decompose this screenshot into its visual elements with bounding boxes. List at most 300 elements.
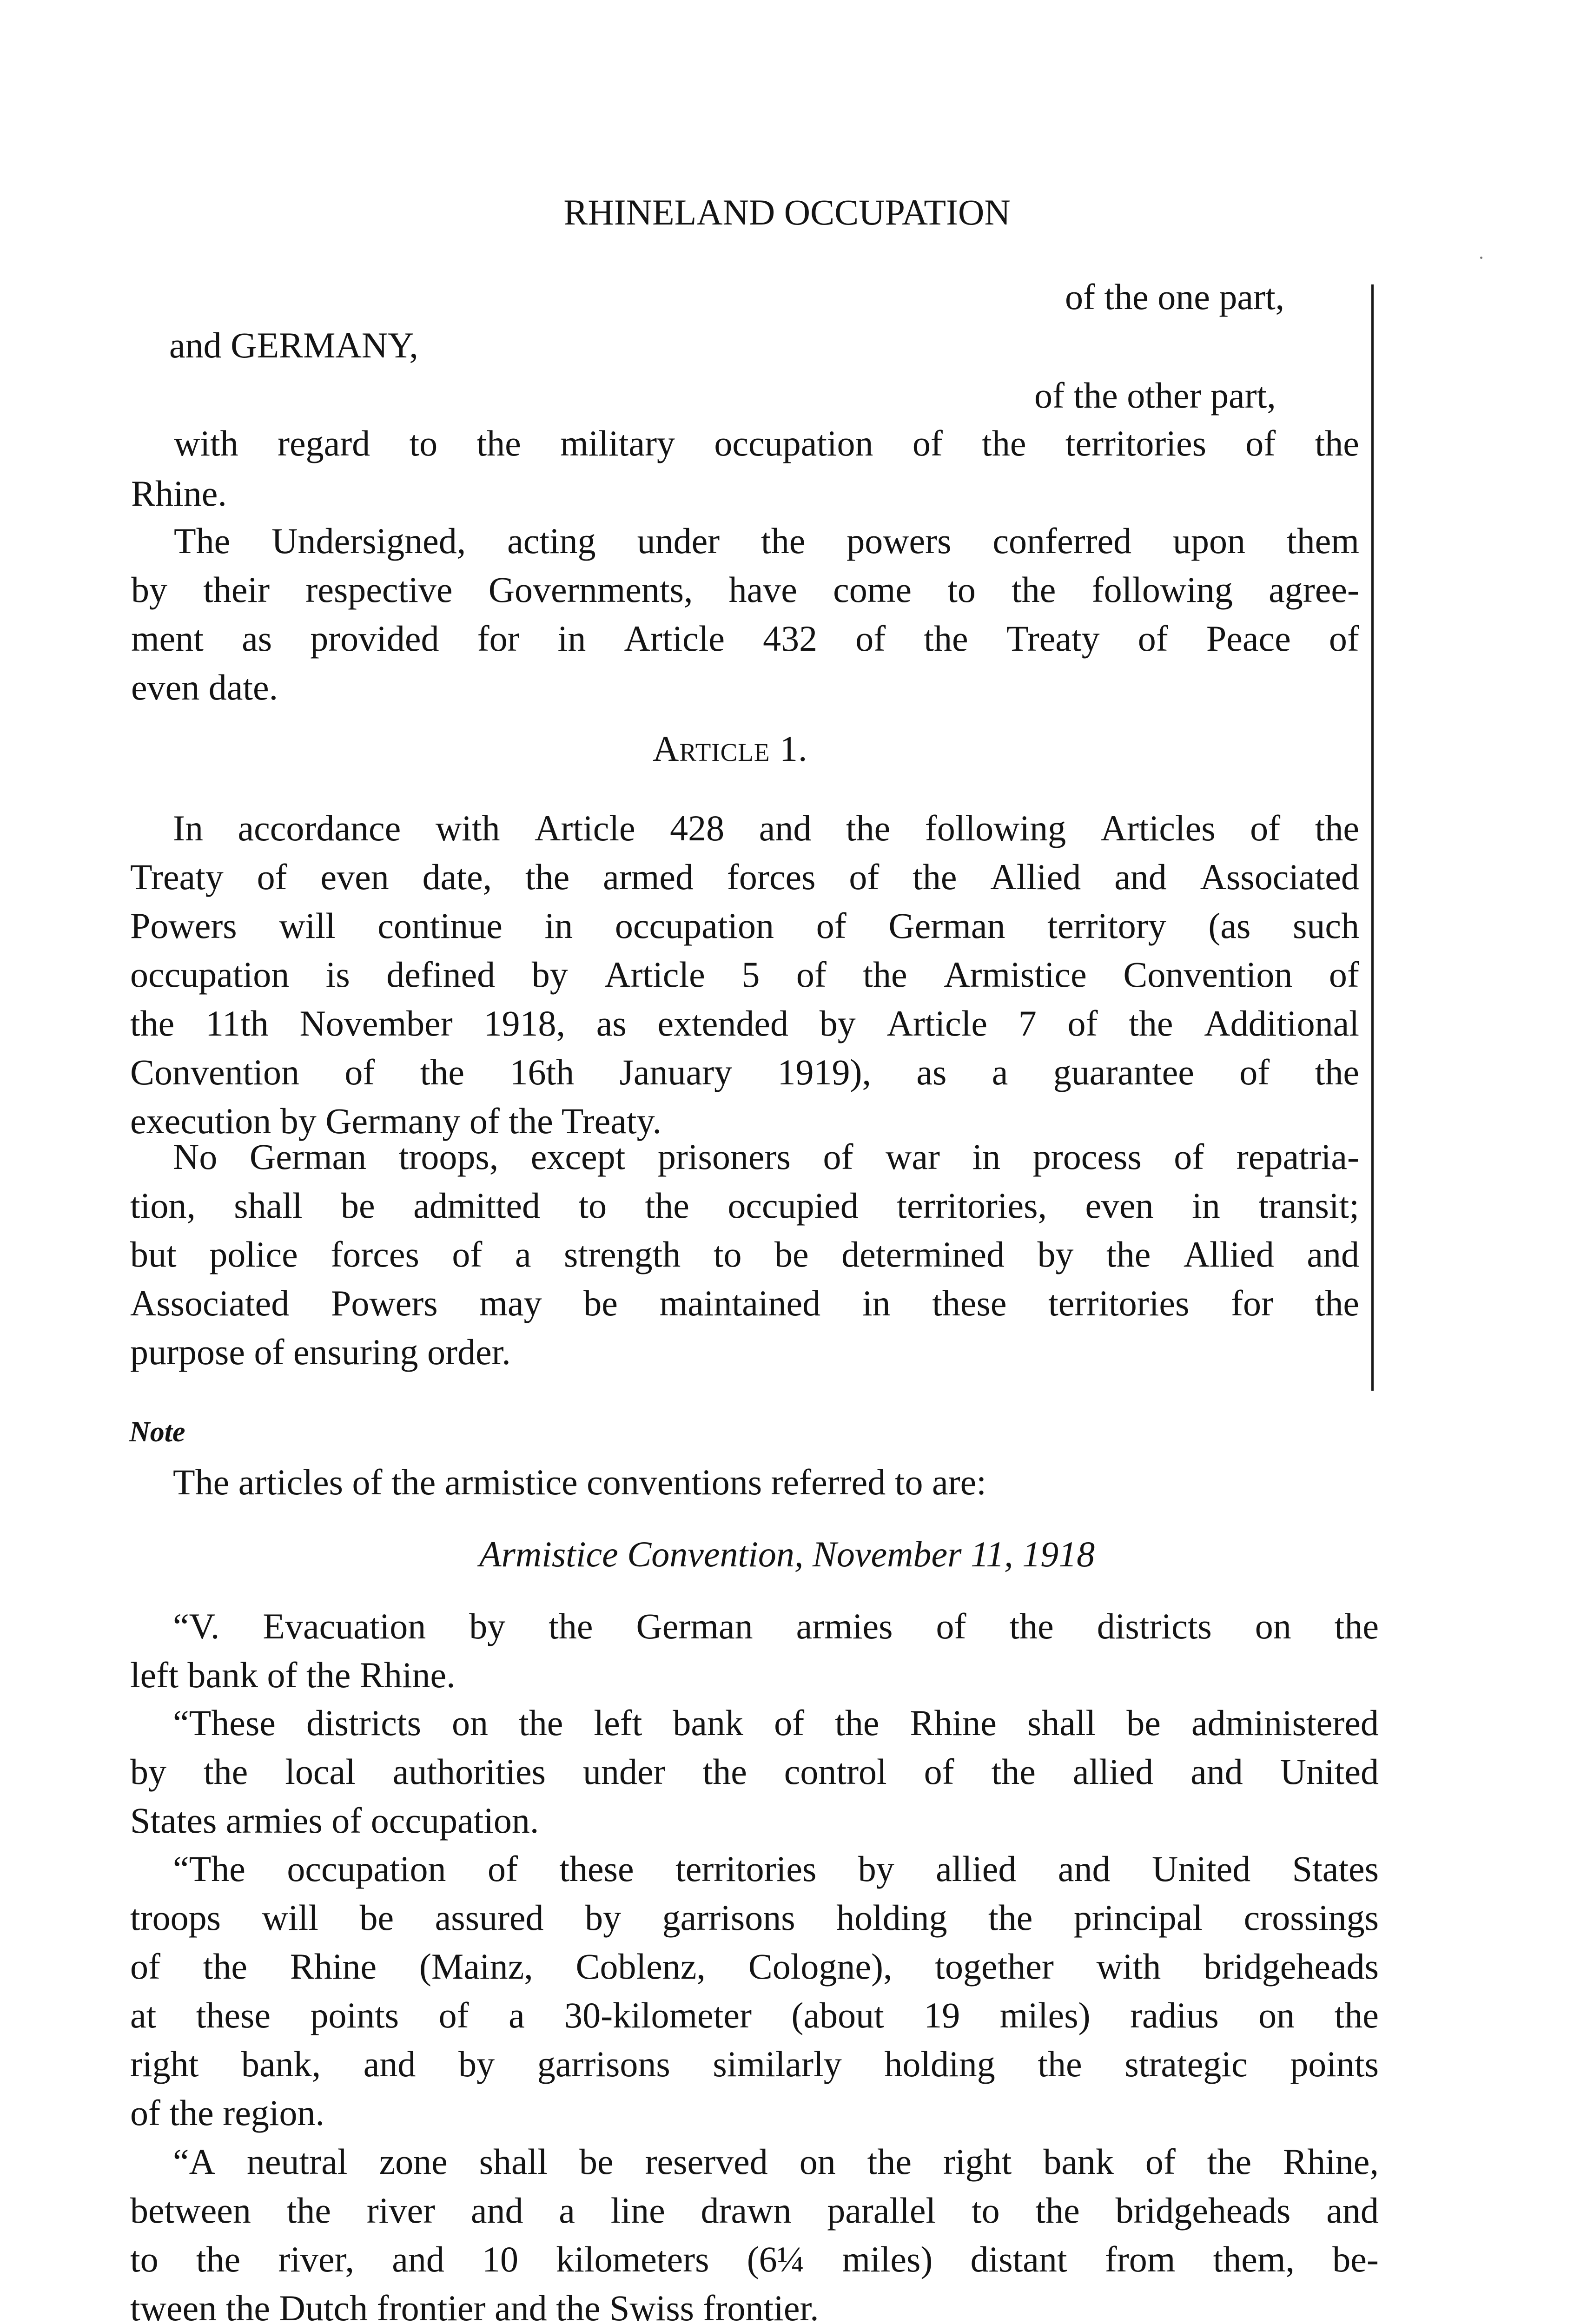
word: by [585,1897,622,1938]
word: a [992,1052,1008,1092]
word: repatria- [1236,1136,1359,1177]
word: local [285,1751,356,1792]
word: as [916,1052,947,1092]
word: may [479,1283,542,1323]
word: January [619,1052,733,1092]
word: troops, [398,1136,499,1177]
text-line [173,1608,1379,1644]
word: of [344,1052,375,1092]
word: the [519,1703,563,1743]
word: of [487,1849,518,1889]
word: these [196,1995,271,2035]
word: of [1250,808,1281,848]
word: police [209,1234,298,1274]
word: Treaty [1006,618,1100,659]
word: the [988,1897,1033,1938]
word: crossings [1243,1897,1379,1938]
word: Allied [1183,1234,1274,1274]
word: on [1258,1995,1295,2035]
word: the [286,2190,331,2231]
text-line [173,1705,1379,1741]
word: the [1038,2044,1082,2084]
word: Governments, [488,569,693,610]
scan-speck [1480,257,1482,259]
word: the [1009,1606,1054,1646]
word: admitted [413,1185,541,1226]
text-line [130,1285,1359,1321]
word: points [310,1995,399,2035]
word: territories, [897,1185,1047,1226]
word: In [173,808,203,848]
word: “These [173,1703,276,1743]
word: these [932,1283,1007,1323]
word: the [835,1703,880,1743]
word: (about [791,1995,884,2035]
text-line [130,1897,1379,1938]
text-line [173,1136,1359,1177]
word: assured [435,1897,544,1938]
word: armies [796,1606,893,1646]
preamble-undersigned-line-1 [174,523,1359,559]
word: 432 [763,618,818,659]
word: allied [936,1849,1017,1889]
word: 7 [1018,1003,1037,1043]
word: territories [675,1849,817,1889]
word: radius [1130,1995,1219,2035]
word: 1919), [777,1052,871,1092]
word: the [982,423,1026,463]
text-line [130,2046,1379,2082]
word: even [1085,1185,1154,1226]
word: by [1037,1234,1074,1274]
convention-title: Armistice Convention, November 11, 1918 [479,1534,1095,1574]
word: the [130,1003,175,1043]
word: parallel [827,2190,936,2231]
word: war [886,1136,940,1177]
word: and [759,808,812,848]
word: conferred [992,521,1132,561]
word: tion, [130,1185,196,1226]
word: 19 [924,1995,960,2035]
word: Evacuation [263,1606,426,1646]
word: kilometers [556,2239,709,2279]
word: the [867,2141,912,2182]
text-line [173,1851,1379,1887]
word: by [858,1849,894,1889]
text-line [130,1948,1379,1985]
word: by [819,1003,856,1043]
word: the [1129,1003,1173,1043]
word: 16th [509,1052,575,1092]
word: military [560,423,675,463]
word: the [525,857,570,897]
word: troops [130,1897,221,1938]
word: 428 [670,808,725,848]
word: them, [1213,2239,1295,2279]
text-line [130,2241,1379,2278]
text-line [130,1751,1379,1792]
word: and [1307,1234,1359,1274]
word: 10 [482,2239,519,2279]
word: with [435,808,500,848]
word: between [130,2190,251,2231]
text-line [173,810,1359,846]
word: Rhine [910,1703,997,1743]
word: principal [1073,1897,1203,1938]
text-line: purpose of ensuring order. [130,1332,511,1372]
word: territories [1065,423,1206,463]
word: Cologne), [748,1946,893,1987]
word: ment [131,618,204,659]
word: be [341,1185,375,1226]
word: extended [657,1003,788,1043]
word: by [531,954,568,995]
word: distant [970,2239,1067,2279]
word: reserved [645,2141,768,2182]
text-line: execution by Germany of the Treaty. [130,1101,661,1141]
word: in [1192,1185,1220,1226]
word: together [935,1946,1054,1987]
word: Associated [130,1283,290,1323]
word: bridgeheads [1115,2190,1291,2231]
word: the [913,857,957,897]
word: of [1174,1136,1204,1177]
article-heading: Article 1. [653,728,808,769]
word: “The [173,1849,245,1889]
word: for [1231,1283,1273,1323]
text-line [130,954,1359,995]
word: the [761,521,806,561]
word: German [249,1136,367,1177]
word: for [477,618,520,659]
word: right [130,2044,199,2084]
word: of [816,905,847,946]
word: by [458,2044,495,2084]
word: Coblenz, [575,1946,706,1987]
word: following [925,808,1066,848]
word: be [359,1897,394,1938]
word: miles) [999,1995,1091,2035]
word: 11th [205,1003,269,1043]
word: No [173,1136,218,1177]
word: a [515,1234,531,1274]
text-line [130,1997,1379,2034]
word: zone [379,2141,448,2182]
word: right [943,2141,1012,2182]
word: Article [624,618,725,659]
preamble-regard-line-2: Rhine. [131,473,227,514]
word: districts [306,1703,421,1743]
word: 5 [741,954,760,995]
word: regard [277,423,370,463]
text-line [130,859,1359,895]
word: territories [1048,1283,1190,1323]
word: garrisons [537,2044,670,2084]
word: Peace [1206,618,1291,659]
word: (6¼ [747,2239,805,2279]
word: to [713,1234,742,1274]
word: holding [884,2044,995,2084]
word: neutral [246,2141,348,2182]
word: armed [603,857,694,897]
word: line [610,2190,665,2231]
text-line [130,1185,1359,1226]
word: of [1067,1003,1098,1043]
word: be [1126,1703,1161,1743]
word: transit; [1258,1185,1359,1226]
word: shall [1027,1703,1096,1743]
word: bank, [241,2044,321,2084]
word: Powers [130,905,237,946]
word: to [130,2239,159,2279]
word: in [544,905,573,946]
word: except [530,1136,626,1177]
word: garrisons [662,1897,795,1938]
word: process [1032,1136,1142,1177]
text-line [173,2141,1379,2182]
word: as [596,1003,627,1043]
word: Rhine, [1283,2141,1379,2182]
word: such [1292,905,1359,946]
word: of [257,857,287,897]
word: Article [604,954,705,995]
word: at [130,1995,157,2035]
word: United [1151,1849,1251,1889]
preamble-one-part: of the one part, [1065,277,1285,317]
word: date, [422,857,492,897]
word: of [1245,423,1276,463]
word: river, [278,2239,354,2279]
word: the [476,423,521,463]
word: of [774,1703,805,1743]
word: in [557,618,586,659]
word: the [1334,1995,1379,2035]
word: the [1315,1052,1359,1092]
word: and [470,2190,523,2231]
word: holding [836,1897,947,1938]
word: of [796,954,827,995]
word: upon [1173,521,1246,561]
word: administered [1191,1703,1379,1743]
word: under [637,521,720,561]
word: but [130,1234,177,1274]
text-line [130,905,1359,946]
text-line [130,2192,1379,2229]
word: of [936,1606,966,1646]
word: strength [564,1234,681,1274]
word: control [784,1751,887,1792]
word: defined [386,954,496,995]
running-title: RHINELAND OCCUPATION [563,192,1011,232]
word: the [846,808,891,848]
word: bank [1043,2141,1114,2182]
word: of [1145,2141,1176,2182]
word: to [409,423,438,463]
word: the [1207,2141,1252,2182]
word: will [279,905,336,946]
word: powers [847,521,952,561]
text-line: tween the Dutch frontier and the Swiss frontier. [130,2288,819,2324]
word: of [1239,1052,1270,1092]
word: bank [673,1703,744,1743]
word: in [972,1136,1001,1177]
word: November [299,1003,453,1043]
word: Convention [130,1052,299,1092]
word: come [833,569,912,610]
word: Additional [1204,1003,1359,1043]
word: Treaty [130,857,224,897]
word: of [130,1946,160,1987]
word: be- [1332,2239,1379,2279]
word: of [924,1751,954,1792]
word: shall [479,2141,548,2182]
word: by [469,1606,506,1646]
preamble-undersigned-line-3 [131,618,1359,659]
text-line: of the region. [130,2093,325,2133]
word: with [174,423,238,463]
word: points [1290,2044,1379,2084]
word: of [849,857,880,897]
word: the [1315,423,1359,463]
word: the [1035,2190,1080,2231]
word: from [1104,2239,1176,2279]
word: “V. [173,1606,220,1646]
word: following [1091,569,1233,610]
note-intro: The articles of the armistice conventions referred to are: [173,1462,986,1502]
word: and [1058,1849,1111,1889]
preamble-regard-line-1 [174,425,1359,462]
word: continue [377,905,503,946]
word: and [363,2044,416,2084]
word: in [862,1283,891,1323]
word: the [196,2239,241,2279]
word: river [366,2190,436,2231]
word: by [130,1751,166,1792]
word: the [702,1751,747,1792]
word: The [174,521,231,561]
word: to [947,569,976,610]
word: miles) [842,2239,933,2279]
word: districts [1097,1606,1212,1646]
word: Armistice [944,954,1087,995]
word: shall [234,1185,303,1226]
word: occupation [130,954,290,995]
word: be [583,1283,618,1323]
word: 30-kilometer [564,1995,752,2035]
note-label: Note [129,1416,185,1448]
word: bridgeheads [1204,1946,1379,1987]
word: guarantee [1053,1052,1194,1092]
word: and [1326,2190,1379,2231]
word: the [549,1606,593,1646]
word: Articles [1100,808,1216,848]
text-line: States armies of occupation. [130,1800,539,1841]
word: 1918, [483,1003,565,1043]
preamble-other-part: of the other part, [1034,375,1276,416]
text-line: left bank of the Rhine. [130,1655,456,1695]
margin-rule [1371,284,1374,1391]
word: Powers [331,1283,438,1323]
word: “A [173,2141,215,2182]
word: of [823,1136,853,1177]
word: Undersigned, [271,521,466,561]
word: the [1315,808,1359,848]
word: of [1138,618,1168,659]
preamble-undersigned-line-2 [131,569,1359,610]
word: be [579,2141,614,2182]
word: the [863,954,907,995]
word: (Mainz, [419,1946,533,1987]
preamble-germany: and GERMANY, [169,325,418,365]
word: the [645,1185,689,1226]
word: of [1329,618,1359,659]
word: provided [310,618,439,659]
word: on [1255,1606,1291,1646]
word: to [971,2190,1000,2231]
word: occupation [615,905,774,946]
word: be [774,1234,809,1274]
word: strategic [1124,2044,1248,2084]
word: the [203,1946,248,1987]
word: similarly [713,2044,842,2084]
word: and [1114,857,1167,897]
word: of [452,1234,483,1274]
word: them [1286,521,1359,561]
word: maintained [659,1283,821,1323]
word: the [924,618,968,659]
word: as [242,618,272,659]
word: their [203,569,270,610]
word: a [559,2190,575,2231]
word: under [582,1751,666,1792]
word: will [262,1897,318,1938]
word: the [1012,569,1056,610]
word: accordance [238,808,401,848]
word: and [392,2239,444,2279]
text-line [130,1236,1359,1273]
word: territory [1047,905,1166,946]
text-line [130,1054,1359,1090]
word: United [1280,1751,1379,1792]
word: the [1334,1606,1379,1646]
preamble-undersigned-line-4: even date. [131,667,278,707]
word: have [728,569,797,610]
word: on [452,1703,488,1743]
word: Rhine [290,1946,377,1987]
word: of [1329,954,1359,995]
word: acting [507,521,596,561]
word: on [799,2141,836,2182]
word: occupation [287,1849,446,1889]
word: of [438,1995,469,2035]
word: authorities [392,1751,546,1792]
word: of [855,618,886,659]
word: prisoners [657,1136,791,1177]
word: these [559,1849,634,1889]
word: the [420,1052,465,1092]
word: by [131,569,167,610]
text-line [130,1005,1359,1042]
word: Associated [1200,857,1359,897]
word: Article [535,808,635,848]
word: German [636,1606,753,1646]
word: Article [886,1003,988,1043]
word: occupation [714,423,873,463]
word: the [203,1751,248,1792]
word: forces [331,1234,419,1274]
word: left [594,1703,642,1743]
word: occupied [727,1185,859,1226]
